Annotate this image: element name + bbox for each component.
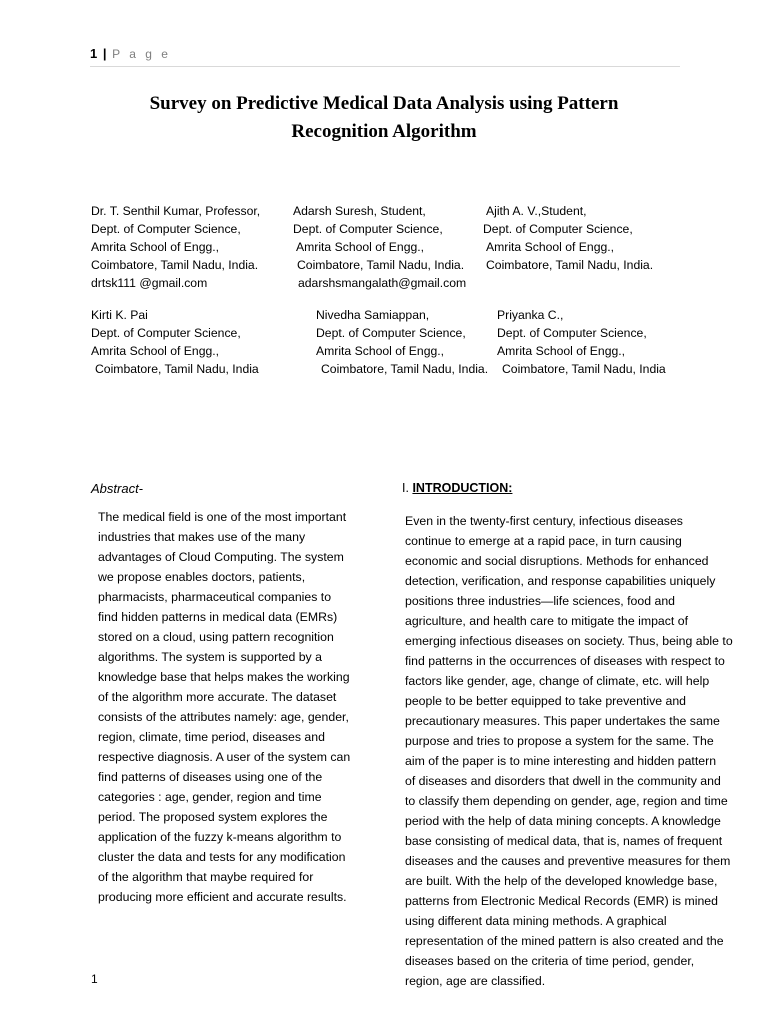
text-line: detection, verification, and response capabilities uniquely [405,574,716,588]
author-dept: Dept. of Computer Science, [483,222,633,236]
text-line: base consisting of medical data, that is, names of frequent [405,834,723,848]
footer-page-number: 1 [91,972,98,986]
author-school: Amrita School of Engg., [91,240,220,254]
author-email: drtsk111 @gmail.com [91,276,208,290]
text-line: period with the help of data mining concepts. A knowledge [405,814,721,828]
text-line: purpose and tries to propose a system for the same. The [405,734,714,748]
author-block [91,306,259,378]
text-line: aim of the paper is to mine interesting and hidden pattern [405,754,717,768]
text-line: region, climate, time period, diseases and [98,730,325,744]
author-dept: Dept. of Computer Science, [316,326,466,340]
title-line: Survey on Predictive Medical Data Analysis using Pattern [149,93,619,114]
text-line: respective diagnosis. A user of the system can [98,750,351,764]
text-line: patterns from Electronic Medical Records (EMR) is mined [405,894,718,908]
author-location: Coimbatore, Tamil Nadu, India [95,362,259,376]
text-line: we propose enables doctors, patients, [98,570,306,584]
header-separator: | [102,46,107,61]
text-line: people to be better equipped to take preventive and [405,694,686,708]
text-line: The medical field is one of the most important [98,510,347,524]
text-line: using different data mining methods. A graphical [405,914,667,928]
author-location: Coimbatore, Tamil Nadu, India. [486,258,654,272]
text-line: economic and social disruptions. Methods for enhanced [405,554,709,568]
author-name: Adarsh Suresh, Student, [293,204,426,218]
text-line: Even in the twenty-first century, infectious diseases [405,514,683,528]
author-school: Amrita School of Engg., [296,240,425,254]
header-page-number: 1 [90,46,98,61]
title-line: Recognition Algorithm [291,121,477,142]
text-line: precautionary measures. This paper undertakes the same [405,714,720,728]
text-line: factors like gender, age, change of climate, etc. will help [405,674,710,688]
page-header [90,46,680,67]
author-location: Coimbatore, Tamil Nadu, India [502,362,666,376]
header-page-word: P a g e [112,47,171,61]
author-block [316,306,488,378]
author-location: Coimbatore, Tamil Nadu, India. [297,258,465,272]
text-line: to classify them depending on gender, age, region and time [405,794,728,808]
text-line: of the algorithm that maybe required for [98,870,314,884]
author-block [483,202,654,274]
introduction-text [405,511,755,991]
text-line: categories : age, gender, region and time [98,790,322,804]
author-school: Amrita School of Engg., [91,344,220,358]
text-line: find patterns in the occurrences of diseases with respect to [405,654,725,668]
author-school: Amrita School of Engg., [497,344,626,358]
author-name: Priyanka C., [497,308,564,322]
author-location: Coimbatore, Tamil Nadu, India. [91,258,259,272]
text-line: diseases and the causes and preventive measures for them [405,854,731,868]
author-dept: Dept. of Computer Science, [91,222,241,236]
author-email: adarshsmangalath@gmail.com [298,276,467,290]
author-location: Coimbatore, Tamil Nadu, India. [321,362,489,376]
text-line: period. The proposed system explores the [98,810,328,824]
text-line: consists of the attributes namely: age, gender, [98,710,349,724]
text-line: find hidden patterns in medical data (EMRs) [98,610,338,624]
author-block [293,202,466,292]
author-name: Kirti K. Pai [91,308,148,322]
text-line: of diseases and disorders that dwell in the community and [405,774,721,788]
author-school: Amrita School of Engg., [316,344,445,358]
text-line: emerging infectious diseases on society. Thus, being able to [405,634,733,648]
author-name: Nivedha Samiappan, [316,308,430,322]
text-line: continue to emerge at a rapid pace, in turn causing [405,534,682,548]
text-line: find patterns of diseases using one of the [98,770,323,784]
text-line: agriculture, and health care to mitigate the impact of [405,614,688,628]
text-line: representation of the mined pattern is also created and the [405,934,724,948]
author-dept: Dept. of Computer Science, [293,222,443,236]
text-line: advantages of Cloud Computing. The system [98,550,344,564]
text-line: region, age are classified. [405,974,546,988]
author-dept: Dept. of Computer Science, [497,326,647,340]
abstract-text [98,507,370,907]
text-line: are built. With the help of the developed knowledge base, [405,874,718,888]
abstract-label: Abstract- [91,481,144,496]
text-line: knowledge base that helps makes the working [98,670,350,684]
author-name: Ajith A. V.,Student, [486,204,587,218]
author-block [497,306,666,378]
text-line: application of the fuzzy k-means algorithm to [98,830,342,844]
section-number: I. [402,481,409,495]
text-line: algorithms. The system is supported by a [98,650,322,664]
text-line: industries that makes use of the many [98,530,306,544]
text-line: cluster the data and tests for any modification [98,850,346,864]
text-line: producing more efficient and accurate results. [98,890,347,904]
text-line: pharmacists, pharmaceutical companies to [98,590,332,604]
author-school: Amrita School of Engg., [486,240,615,254]
text-line: positions three industries—life sciences, food and [405,594,675,608]
section-title: INTRODUCTION: [412,481,513,495]
text-line: of the algorithm more accurate. The dataset [98,690,337,704]
paper-title [60,90,708,146]
author-name: Dr. T. Senthil Kumar, Professor, [91,204,261,218]
author-dept: Dept. of Computer Science, [91,326,241,340]
text-line: diseases based on the criteria of time period, gender, [405,954,695,968]
section-heading-introduction [402,481,512,495]
text-line: stored on a cloud, using pattern recognition [98,630,334,644]
author-block [91,202,260,292]
